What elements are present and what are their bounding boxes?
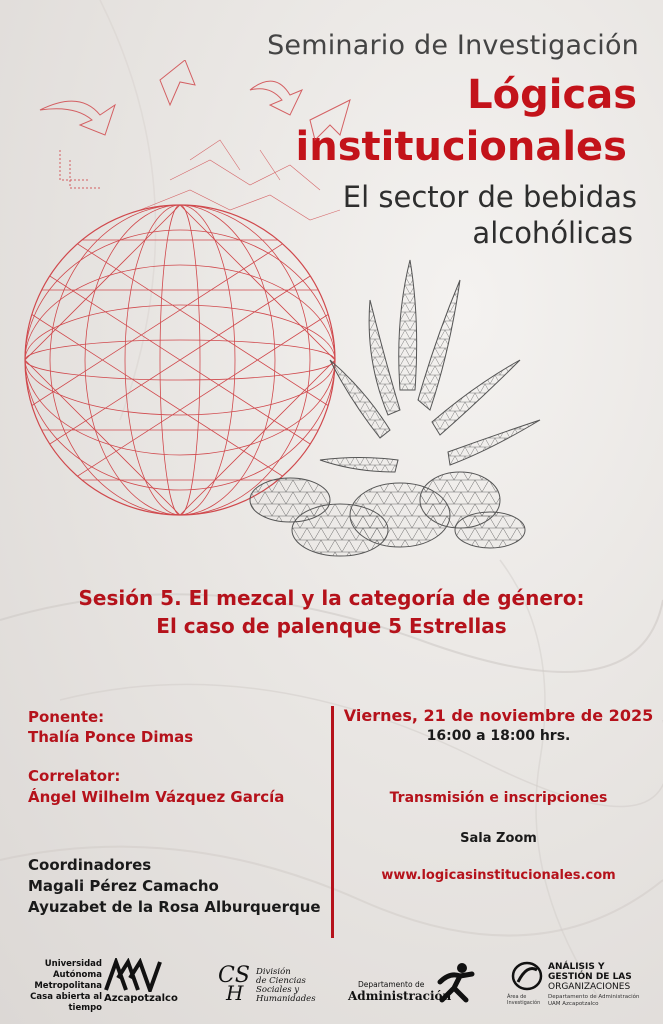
event-time: 16:00 a 18:00 hrs. (426, 728, 571, 744)
uam-logo-campus: Azcapotzalco (104, 993, 178, 1004)
seminar-series-title: Seminario de Investigación (267, 30, 639, 61)
org-logo-line1: ANÁLISIS Y (548, 962, 605, 972)
csh-logo-text: División de Ciencias Sociales y Humanidades (256, 967, 316, 1004)
runner-figure-icon (432, 960, 476, 1004)
org-logo-line2: GESTIÓN DE LAS (548, 972, 632, 982)
org-logo-campus: UAM Azcapotzalco (548, 1001, 599, 1007)
svg-text:H: H (226, 981, 244, 1002)
session-title-line1: Sesión 5. El mezcal y la categoría de género: (78, 586, 585, 610)
csh-logo-icon (216, 958, 254, 1002)
admin-logo-text: Administración (348, 989, 452, 1003)
ponente-name: Thalía Ponce Dimas (28, 728, 194, 746)
coordinators-label: Coordinadores (28, 856, 152, 874)
org-logo-line3: ORGANIZACIONES (548, 982, 631, 992)
coordinator-name: Magali Pérez Camacho (28, 877, 219, 895)
geodesic-sphere-agave-illustration (20, 60, 550, 560)
broadcast-label: Transmisión e inscripciones (389, 790, 608, 806)
uam-logo-icon (104, 958, 162, 992)
organizations-logo-icon (510, 960, 544, 992)
org-logo-area: Área de (507, 994, 527, 1000)
svg-text:CS: CS (218, 963, 250, 988)
correlator-label: Correlator: (28, 767, 121, 785)
subtitle-line2: alcohólicas (472, 216, 633, 250)
subtitle-line1: El sector de bebidas (342, 180, 637, 214)
session-title-line2: El caso de palenque 5 Estrellas (156, 614, 507, 638)
org-logo-department: Departamento de Administración (548, 994, 640, 1000)
uam-logo-text: Universidad Autónoma Metropolitana Casa abierta al tiempo (30, 959, 102, 1013)
main-title-line1: Lógicas (467, 72, 637, 118)
main-title-line2: institucionales (295, 124, 627, 170)
admin-logo-small-text: Departamento de (358, 980, 425, 989)
event-date: Viernes, 21 de noviembre de 2025 (343, 706, 654, 725)
agave-plant (250, 260, 540, 556)
room-label: Sala Zoom (460, 831, 537, 846)
website-link[interactable]: www.logicasinstitucionales.com (381, 868, 616, 883)
correlator-name: Ángel Wilhelm Vázquez García (28, 788, 285, 806)
arrow-decorations (40, 60, 350, 188)
geodesic-sphere (25, 205, 335, 515)
coordinator-name: Ayuzabet de la Rosa Alburquerque (28, 898, 321, 916)
org-logo-area2: Investigación (507, 1000, 541, 1006)
ponente-label: Ponente: (28, 708, 105, 726)
